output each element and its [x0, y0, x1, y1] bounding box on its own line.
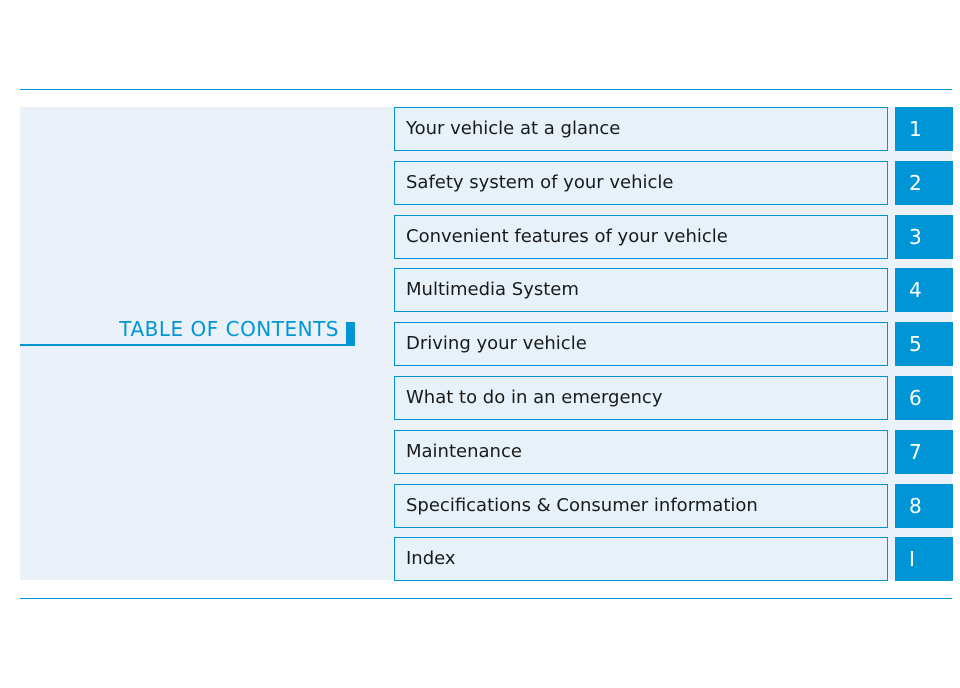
chapter-number: 5	[909, 332, 922, 357]
chapter-link-index[interactable]	[394, 537, 888, 581]
toc-item-1	[394, 107, 954, 151]
chapter-tab-1[interactable]	[895, 107, 953, 151]
chapter-title: What to do in an emergency	[406, 386, 663, 408]
chapter-title: Multimedia System	[406, 279, 579, 301]
chapter-link-3[interactable]	[394, 215, 888, 259]
chapter-tab-6[interactable]	[895, 376, 953, 420]
chapter-title: Safety system of your vehicle	[406, 171, 674, 193]
chapter-link-8[interactable]	[394, 484, 888, 528]
chapter-tab-index[interactable]	[895, 537, 953, 581]
toc-heading-marker	[346, 322, 355, 344]
toc-heading	[20, 316, 355, 346]
chapter-number: 8	[909, 493, 922, 518]
toc-item-index	[394, 537, 954, 581]
toc-item-6	[394, 376, 954, 420]
chapter-link-5[interactable]	[394, 322, 888, 366]
chapter-link-1[interactable]	[394, 107, 888, 151]
toc-item-7	[394, 430, 954, 474]
chapter-tab-8[interactable]	[895, 484, 953, 528]
chapter-number: 7	[909, 439, 922, 464]
chapter-title: Index	[406, 548, 456, 570]
chapter-tab-3[interactable]	[895, 215, 953, 259]
chapter-number: 4	[909, 278, 922, 303]
chapter-number: 1	[909, 117, 922, 141]
chapter-title: Maintenance	[406, 440, 522, 462]
toc-list	[394, 107, 954, 591]
toc-item-8	[394, 484, 954, 528]
chapter-title: Specifications & Consumer information	[406, 494, 758, 516]
chapter-link-2[interactable]	[394, 161, 888, 205]
chapter-tab-5[interactable]	[895, 322, 953, 366]
chapter-link-7[interactable]	[394, 430, 888, 474]
chapter-number: I	[909, 547, 915, 572]
chapter-title: Your vehicle at a glance	[406, 118, 621, 139]
toc-item-5	[394, 322, 954, 366]
chapter-tab-4[interactable]	[895, 268, 953, 312]
top-divider	[20, 89, 952, 90]
toc-item-4	[394, 268, 954, 312]
chapter-number: 3	[909, 224, 922, 249]
toc-item-2	[394, 161, 954, 205]
chapter-link-6[interactable]	[394, 376, 888, 420]
chapter-number: 6	[909, 385, 922, 410]
chapter-number: 2	[909, 170, 922, 195]
chapter-tab-2[interactable]	[895, 161, 953, 205]
bottom-divider	[20, 598, 952, 599]
chapter-link-4[interactable]	[394, 268, 888, 312]
toc-heading-text: TABLE OF CONTENTS	[119, 317, 339, 341]
chapter-tab-7[interactable]	[895, 430, 953, 474]
chapter-title: Convenient features of your vehicle	[406, 225, 728, 247]
chapter-title: Driving your vehicle	[406, 333, 587, 355]
toc-item-3	[394, 215, 954, 259]
